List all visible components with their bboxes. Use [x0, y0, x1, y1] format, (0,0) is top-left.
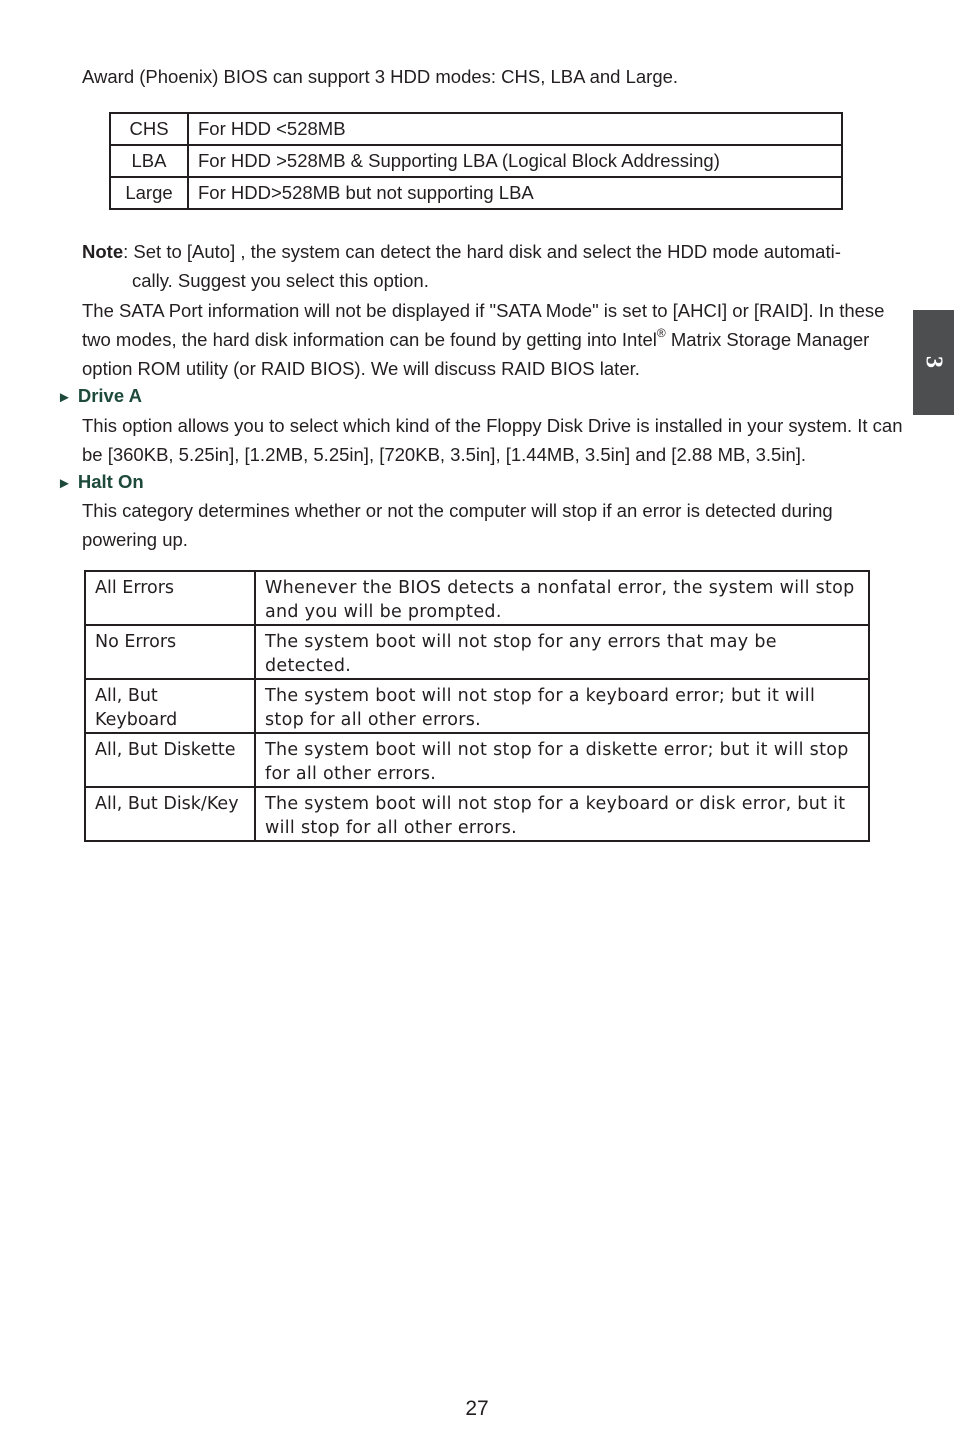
halt-description-cell: Whenever the BIOS detects a nonfatal error, the system will stop and you will be prompted. [255, 571, 869, 625]
drive-a-title: Drive A [77, 385, 142, 406]
table-row [110, 177, 842, 209]
halt-description-cell: The system boot will not stop for any errors that may be detected. [255, 625, 869, 679]
triangle-right-icon: ► [57, 389, 72, 406]
note-paragraph [82, 237, 902, 295]
halt-on-options-table [84, 570, 870, 842]
triangle-right-icon: ► [57, 475, 72, 492]
sata-info-text-2: Matrix Storage Manager option ROM utility (or RAID BIOS). We will discuss RAID BIOS later. [82, 329, 870, 379]
hdd-mode-cell: LBA [110, 145, 188, 177]
halt-on-title: Halt On [77, 471, 144, 492]
halt-description-cell: The system boot will not stop for a keyboard or disk error, but it will stop for all other errors. [255, 787, 869, 841]
hdd-description-cell: For HDD <528MB [188, 113, 842, 145]
halt-option-cell: All Errors [85, 571, 255, 625]
halt-option-cell: All, But Diskette [85, 733, 255, 787]
hdd-description-cell: For HDD>528MB but not supporting LBA [188, 177, 842, 209]
hdd-description-cell: For HDD >528MB & Supporting LBA (Logical Block Addressing) [188, 145, 842, 177]
table-row [85, 625, 869, 679]
halt-on-heading [57, 467, 144, 498]
table-row [85, 571, 869, 625]
hdd-mode-cell: CHS [110, 113, 188, 145]
sata-info-paragraph [82, 296, 902, 383]
drive-a-description: This option allows you to select which kind of the Floppy Disk Drive is installed in your system. It can be [360KB, 5.25in], [1.2MB, 5.25in], [720KB, 3.5in], [1.44MB, 3.5in] and [2.88 MB, 3.5in]. [82, 415, 903, 465]
table-row [110, 113, 842, 145]
chapter-number: 3 [920, 356, 947, 368]
table-row [85, 733, 869, 787]
note-text-1: : Set to [Auto] , the system can detect the hard disk and select the HDD mode automati- [123, 241, 841, 262]
table-row [85, 787, 869, 841]
note-label: Note [82, 241, 124, 262]
halt-description-cell: The system boot will not stop for a keyboard error; but it will stop for all other errors. [255, 679, 869, 733]
drive-a-heading [57, 381, 142, 412]
hdd-mode-cell: Large [110, 177, 188, 209]
halt-on-description: This category determines whether or not the computer will stop if an error is detected during powering up. [82, 500, 833, 550]
registered-mark: ® [656, 325, 666, 340]
table-row [110, 145, 842, 177]
note-line-2: cally. Suggest you select this option. [132, 270, 429, 291]
halt-option-cell: No Errors [85, 625, 255, 679]
page-number: 27 [465, 1397, 489, 1420]
hdd-modes-table [109, 112, 843, 210]
chapter-tab [913, 310, 954, 415]
halt-option-cell: All, But Keyboard [85, 679, 255, 733]
sata-info-text-1: The SATA Port information will not be displayed if "SATA Mode" is set to [AHCI] or [RAID]. In these two modes, the hard disk information can be found by getting into Intel [82, 300, 885, 350]
table-row [85, 679, 869, 733]
note-line-1 [82, 237, 902, 266]
intro-paragraph: Award (Phoenix) BIOS can support 3 HDD modes: CHS, LBA and Large. [82, 66, 679, 87]
halt-option-cell: All, But Disk/Key [85, 787, 255, 841]
halt-description-cell: The system boot will not stop for a diskette error; but it will stop for all other errors. [255, 733, 869, 787]
